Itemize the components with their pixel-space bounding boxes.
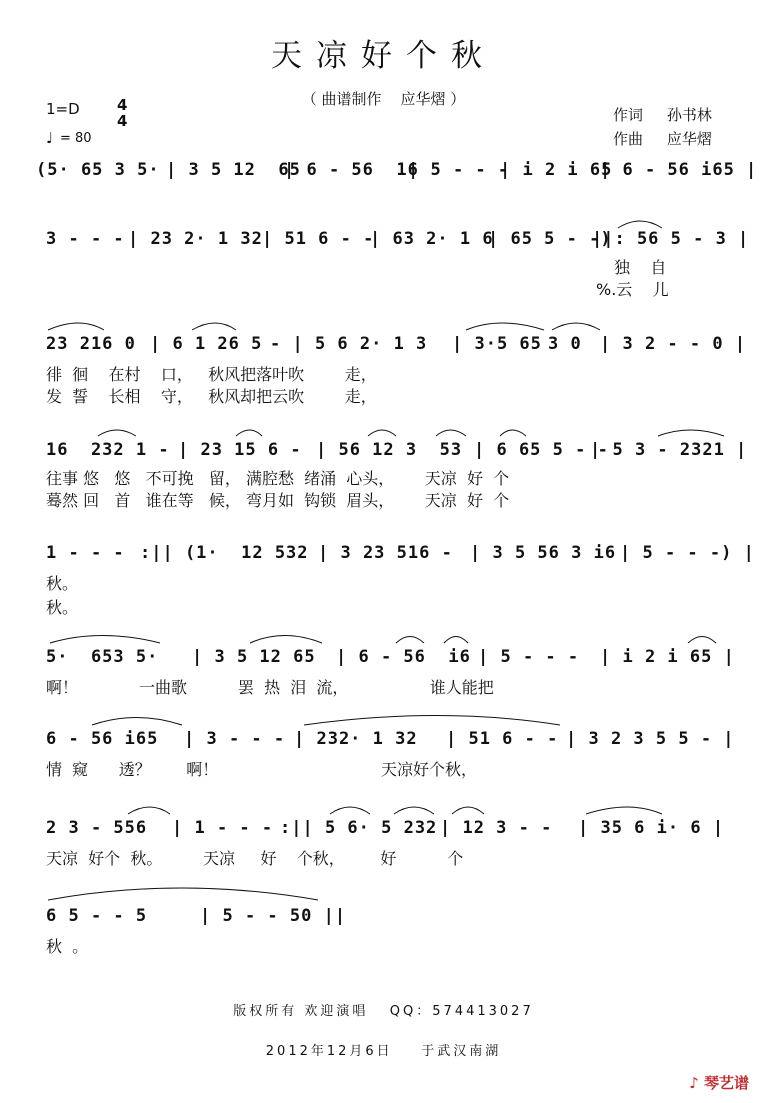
measure: (5· 65 3 5·	[36, 160, 160, 180]
measure: | 51 6 - -	[446, 729, 559, 749]
slur-arc	[658, 430, 724, 436]
measure: 6 5 - - 5	[46, 906, 148, 926]
copyright-note: 版权所有 欢迎演唱 QQ：574413027	[233, 1004, 534, 1019]
slur-arc	[236, 430, 262, 436]
key-signature: 1=D	[46, 100, 80, 118]
measure: | i 2 i 65 |	[600, 647, 735, 667]
measure: | 5 3 - 2321 |	[590, 440, 748, 460]
measure: | 3 2 - - 0 |	[600, 334, 747, 354]
measure: | 65 5 - -)	[488, 229, 612, 249]
slur-arc	[688, 637, 716, 644]
lyric-line-2: 发 誓 长相 守， 秋风却把云吹 走，	[46, 387, 377, 406]
measure: 23 216 0	[46, 334, 136, 354]
composer: 作曲 应华熠	[613, 130, 712, 148]
slur-arc	[48, 888, 318, 900]
measure: | 3 23 516 -	[318, 543, 453, 563]
measure: | 3 2 3 5 5 - |	[566, 729, 735, 749]
measure: | 23 2· 1 32	[128, 229, 263, 249]
lyric-line-1: 情 窥 透？ 啊！ 天凉好个秋，	[46, 760, 478, 779]
slur-arc	[304, 716, 560, 726]
measure: | 5 - - -	[478, 647, 580, 667]
slur-arc	[92, 718, 182, 726]
measure: | 3 5 56 3 i6	[470, 543, 617, 563]
slur-arc	[444, 637, 468, 644]
measure: | 5 - - -	[408, 160, 510, 180]
lyric-line-1: 往事 悠 悠 不可挽 留， 满腔愁 绪涌 心头， 天凉 好 个	[46, 469, 510, 488]
tempo: = 80	[60, 131, 92, 146]
measure: 2 3 - 556	[46, 818, 148, 838]
measure: | 6 - 56 16	[284, 160, 419, 180]
lyric-line-1: 秋。	[46, 574, 79, 593]
time-signature-bottom: 4	[117, 112, 128, 130]
slur-arc	[618, 221, 662, 228]
measure: | 51 6 - -	[262, 229, 375, 249]
measure: | 6 1 26 5	[150, 334, 263, 354]
slur-arc	[330, 807, 370, 814]
measure: 3 0	[548, 334, 582, 354]
measure: ||: 56 5 - 3 |	[592, 229, 750, 249]
measure: | 3 5 12 65	[192, 647, 316, 667]
lyric-line-2: 蓦然 回 首 谁在等 候， 弯月如 钩锁 眉头， 天凉 好 个	[46, 491, 510, 510]
lyric-line-1: 秋 。	[46, 937, 89, 956]
lyric-line-2: %.云 儿	[596, 280, 669, 299]
slur-arc	[368, 430, 396, 436]
time-signature-top: 4	[117, 96, 128, 114]
slur-arc	[466, 323, 544, 330]
measure: :|| (1· 12 532	[140, 543, 309, 563]
slur-arc	[48, 323, 104, 330]
tempo-note-icon: ♩	[46, 129, 54, 147]
slur-arc	[396, 637, 424, 644]
measure: | 6 - 56 i6	[336, 647, 471, 667]
lyric-line-1: 徘 徊 在村 口， 秋风把落叶吹 走，	[46, 365, 377, 384]
date-location-note: 2012年12月6日 于武汉南湖	[265, 1044, 502, 1059]
site-logo	[679, 1054, 749, 1093]
measure: | i 2 i 65	[500, 160, 613, 180]
slur-arc	[552, 323, 600, 330]
measure: 5· 653 5·	[46, 647, 159, 667]
measure: | 3·5 65	[452, 334, 542, 354]
measure: | 3 5 12 65	[166, 160, 301, 180]
measure: 16 232 1 -	[46, 440, 170, 460]
song-title: 天凉好个秋	[271, 38, 496, 74]
slur-arc	[586, 807, 662, 814]
slur-arc	[394, 807, 434, 814]
lyric-line-1: 天凉 好个 秋。 天凉 好 个秋， 好 个	[46, 849, 464, 868]
measure: - | 5 6 2· 1 3	[270, 334, 428, 354]
measure: | 56 12 3 53	[316, 440, 463, 460]
slur-arc	[452, 807, 484, 814]
measure: 6 - 56 i65	[46, 729, 159, 749]
slur-arc	[98, 430, 136, 436]
slur-arc	[436, 430, 466, 436]
measure: | 5 - - 50 ||	[200, 906, 347, 926]
measure: 3 - - -	[46, 229, 125, 249]
measure: | 3 - - -	[184, 729, 286, 749]
measure: | 6 65 5 - -	[474, 440, 609, 460]
slur-arc	[128, 807, 170, 814]
subtitle: （ 曲谱制作 应华熠 ）	[301, 90, 466, 108]
measure: :|| 5 6· 5 232	[280, 818, 438, 838]
logo-text: 琴艺谱	[703, 1074, 749, 1092]
measure: | 5 - - -) |	[620, 543, 755, 563]
measure: | 6 - 56 i65 |	[600, 160, 758, 180]
logo-mark-icon: ♪	[689, 1074, 704, 1092]
measure: | 63 2· 1 6	[370, 229, 494, 249]
lyric-line-2: 秋。	[46, 598, 79, 617]
lyric-line-1: 独 自	[614, 258, 667, 277]
measure: | 23 15 6 -	[178, 440, 302, 460]
slur-arc	[192, 323, 236, 330]
measure: | 1 - - -	[172, 818, 274, 838]
measure: | 12 3 - -	[440, 818, 553, 838]
measure: | 35 6 i· 6 |	[578, 818, 725, 838]
lyric-line-1: 啊！ 一曲歌 罢 热 泪 流， 谁人能把	[46, 678, 494, 697]
slur-arc	[500, 430, 526, 436]
measure: 1 - - -	[46, 543, 125, 563]
slur-arc	[250, 636, 322, 644]
slur-arc	[50, 636, 160, 644]
lyricist: 作词 孙书林	[613, 106, 712, 124]
measure: | 232· 1 32	[294, 729, 418, 749]
